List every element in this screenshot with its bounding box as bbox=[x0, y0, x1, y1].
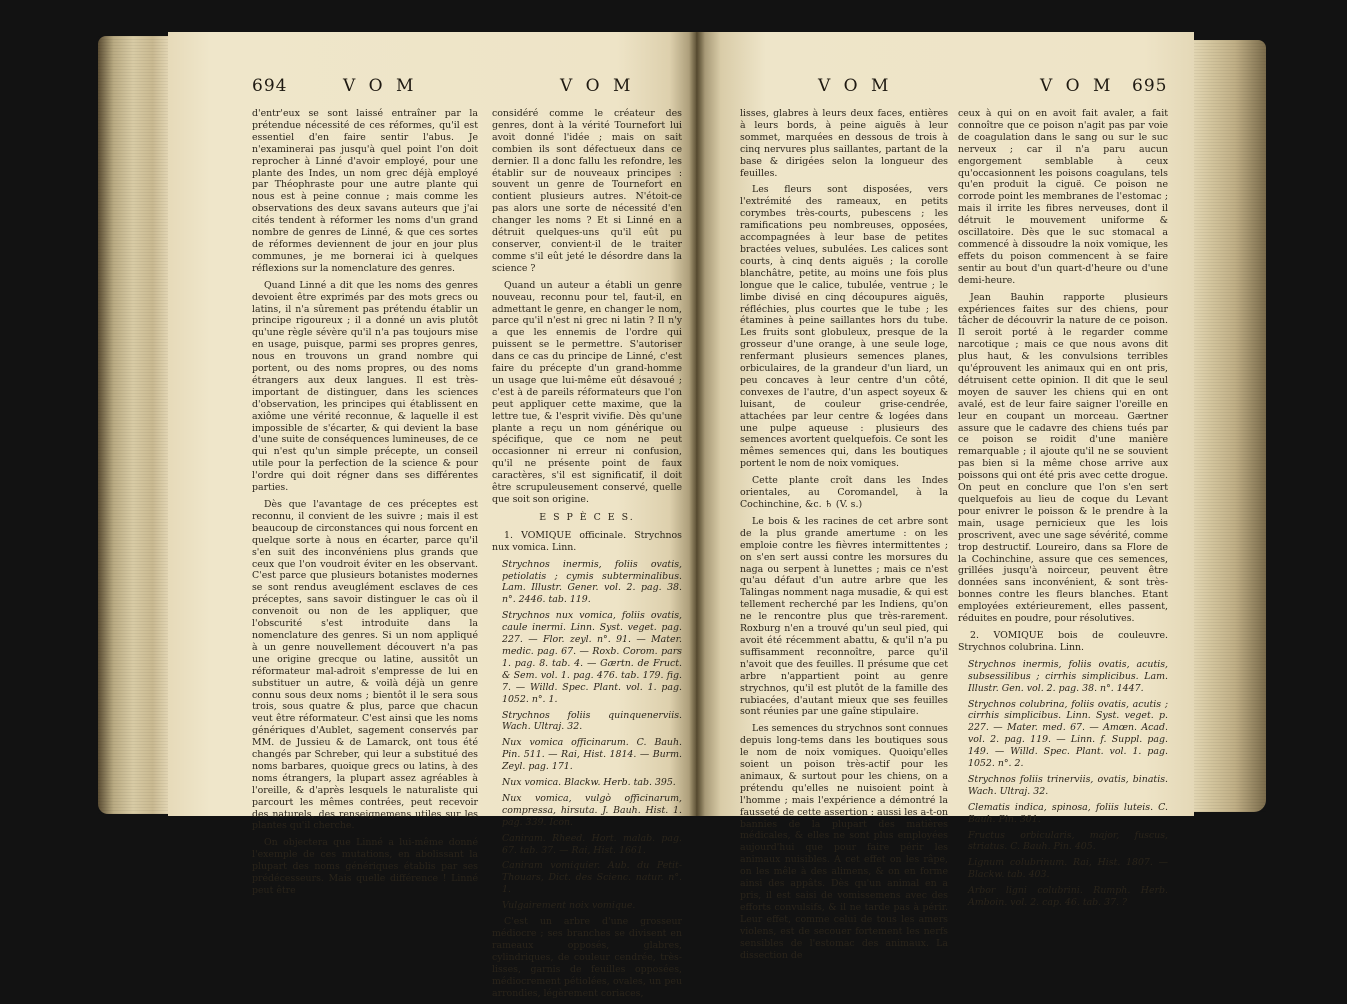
citation: Lignum colubrinum. Rai, Hist. 1807. — Blackw. tab. 403. bbox=[968, 857, 1168, 881]
left-page bbox=[168, 32, 696, 999]
citation: Strychnos inermis, foliis ovatis, acutis, subsessilibus ; cirrhis simplicibus. Lam. Illustr. Gen. vol. 2. pag. 38. n°. 1447. bbox=[968, 658, 1168, 694]
left-page-number: 694 bbox=[252, 76, 288, 96]
citation: Vulgairement noix vomique. bbox=[502, 900, 636, 912]
citation: Caniram vomiquier. Aub. du Petit-Thouars, Dict. des Scienc. natur. n°. 1. bbox=[502, 860, 682, 896]
section-heading: E S P È C E S. bbox=[539, 511, 635, 523]
citation: Arbor ligni colubrini. Rumph. Herb. Amboin. vol. 2. cap. 46. tab. 37. ? bbox=[968, 885, 1168, 909]
citation: Strychnos nux vomica, foliis ovatis, caule inermi. Linn. Syst. veget. pag. 227. — Flor. zeyl. n°. 91. — Mater. medic. pag. 67. — Roxb. Corom. pars 1. pag. 8. tab. 4. — Gærtn. de Fruct. & Sem. vol. 1. pag. 476. tab. 179. fig. 7. — Willd. Spec. Plant. vol. 1. pag. 1052. n°. 1. bbox=[502, 610, 682, 705]
species-entry: 1. VOMIQUE officinale. Strychnos nux vomica. Linn. bbox=[492, 529, 682, 553]
paragraph: Dès que l'avantage de ces préceptes est reconnu, il convient de les suivre ; mais il est beaucoup de circonstances qui nous forcent en quelque sorte à nous en écarter, parce qu'il s'en suit des inconvéniens plus grands que ceux que l'on voudroit éviter en les observant. C'est parce que plusieurs botanistes modernes se sont rendus aveuglément esclaves de ces préceptes, sans savoir distinguer le cas où il convenoit ou non de les appliquer, que l'obscurité s'est introduite dans la nomenclature des genres. Si un nom appliqué à un genre nouvellement découvert n'a pas une origine grecque ou latine, aussitôt un réformateur mal-adroit s'empresse de lui en substituer un autre, & voilà déjà un genre connu sous deux noms ; bientôt il le sera sous trois, sous quatre & plus, parce que chacun veut être réformateur. C'est ainsi que les noms génériques d'Aublet, sagement conservés par MM. de Jussieu & de Lamarck, ont tous été changés par Schreber, qui leur a substitué des noms barbares, quoique grecs ou latins, à des noms étrangers, la plupart assez agréables à l'oreille, & d'après lesquels le naturaliste qui parcourt les mêmes contrées, peut recevoir des naturels, des renseignemens utiles sur les plantes qu'il cherche. bbox=[252, 499, 478, 832]
left-column-1 bbox=[252, 108, 478, 902]
citation: Strychnos inermis, foliis ovatis, petiolatis ; cymis subterminalibus. Lam. Illustr. Gener. vol. 2. pag. 38. n°. 2446. tab. 119. bbox=[502, 558, 682, 606]
right-page-number: 695 bbox=[1132, 76, 1168, 96]
citation: Nux vomica, vulgò officinarum, compressa, hirsuta. J. Bauh. Hist. 1. pag. 339. Icon. bbox=[502, 792, 682, 828]
paragraph: lisses, glabres à leurs deux faces, entières à leurs bords, à peine aiguës à leur sommet, marquées en dessous de trois à cinq nervures plus saillantes, partant de la base & dirigées selon la longueur des feuilles. bbox=[740, 108, 948, 179]
citation: Strychnos foliis quinquenerviis. Wach. Ultraj. 32. bbox=[502, 709, 682, 733]
paragraph: Cette plante croît dans les Indes orientales, au Coromandel, à la Cochinchine, &c. ♄ (V. s.) bbox=[740, 475, 948, 510]
left-running-head-1: V O M bbox=[343, 76, 418, 96]
right-page bbox=[696, 32, 1194, 961]
left-column-2 bbox=[492, 108, 682, 1004]
left-running-head-2: V O M bbox=[560, 76, 635, 96]
paragraph: C'est un arbre d'une grosseur médiocre ; ses branches se divisent en rameaux opposés, glabres, cylindriques, de couleur cendrée, très-lisses, garnis de feuilles opposées, médiocrement pétiolées, ovales, un peu arrondies, légèrement coriaces, bbox=[492, 916, 682, 999]
paragraph: Le bois & les racines de cet arbre sont de la plus grande amertume : on les emploie contre les fièvres intermittentes ; on s'en sert aussi contre les morsures du naga ou serpent à lunettes ; mais ce n'est qu'au défaut d'un autre arbre que les Talingas nomment naga musadie, & qui est tellement recherché par les Indiens, qu'on ne le rencontre plus que très-rarement. Roxburg n'en a trouvé qu'un seul pied, qui avoit été récemment abattu, & qu'il n'a pu suffisamment reconnoître, parce qu'il n'avoit que des feuilles. Il présume que cet arbre n'appartient point au genre strychnos, qu'il est plutôt de la famille des rubiacées, d'autant mieux que ses feuilles sont réunies par une gaîne stipulaire. bbox=[740, 515, 948, 718]
paragraph: Quand Linné a dit que les noms des genres devoient être exprimés par des mots grecs ou latins, il n'a sûrement pas prétendu établir un principe rigoureux ; il a donné un avis plutôt qu'une règle sévère qu'il n'a pas toujours mise en usage, puisque, parmi ses propres genres, nous en trouvons un grand nombre qui portent, ou des noms propres, ou des noms étrangers aux deux langues. Il est très-important de distinguer, dans les sciences d'observation, les principes qui établissent en axiôme une vérité reconnue, & laquelle il est impossible de s'écarter, & qui devient la base d'une suite de conséquences lumineuses, de ce qui n'est qu'un simple précepte, un conseil utile pour la perfection de la science & pour l'ordre qui doit régner dans ses différentes parties. bbox=[252, 279, 478, 494]
paragraph: Jean Bauhin rapporte plusieurs expériences faites sur des chiens, pour tâcher de découvrir la nature de ce poison. Il seroit porté à le regarder comme narcotique ; mais ce que nous avons dit plus haut, & les convulsions terribles qu'éprouvent les animaux qui en ont pris, détruisent cette opinion. Il dit que le seul moyen de sauver les chiens qui en ont avalé, est de leur faire saigner l'oreille en leur en coupant un morceau. Gærtner assure que le cadavre des chiens tués par ce poison se roidit d'une manière remarquable ; il ajoute qu'il ne se souvient pas bien si la même chose arrive aux poissons qui ont été pris avec cette drogue. On peut en conclure que l'on s'en sert quelquefois au lieu de coque du Levant pour enivrer le poisson & le prendre à la main, usage pernicieux que les lois proscrivent, avec une sage sévérité, comme trop destructif. Loureiro, dans sa Flore de la Cochinchine, assure que ces semences, grillées jusqu'à noirceur, peuvent être données sans inconvénient, & sont très-bonnes contre les fleurs blanches. Etant employées extérieurement, elles passent, réduites en poudre, pour résolutives. bbox=[958, 291, 1168, 625]
citation: Clematis indica, spinosa, foliis luteis. C. Bauh. Pin. 301. bbox=[968, 801, 1168, 825]
citation: Caniram. Rheed. Hort. malab. pag. 67. tab. 37. — Rai, Hist. 1661. bbox=[502, 832, 682, 856]
right-running-head-2: V O M bbox=[1040, 76, 1115, 96]
citation: Strychnos foliis trinerviis, ovatis, binatis. Wach. Ultraj. 32. bbox=[968, 773, 1168, 797]
citation: Nux vomica officinarum. C. Bauh. Pin. 511. — Rai, Hist. 1814. — Burm. Zeyl. pag. 171. bbox=[502, 737, 682, 773]
paragraph: considéré comme le créateur des genres, dont à la vérité Tournefort lui avoit donné l'idée ; mais on sait combien ils sont défectueux dans ce dernier. Il a donc fallu les refondre, les établir sur de nouveaux principes : souvent un genre de Tournefort en contient plusieurs autres. N'étoit-ce pas alors une sorte de nécessité d'en changer les noms ? Et si Linné en a détruit quelques-uns qu'il eût pu conserver, convient-il de le traiter comme s'il eût jeté le désordre dans la science ? bbox=[492, 108, 682, 274]
paragraph: Les fleurs sont disposées, vers l'extrémité des rameaux, en petits corymbes très-courts, pubescens ; les ramifications peu nombreuses, opposées, accompagnées à leur base de petites bractées velues, subulées. Les calices sont courts, à cinq dents aiguës ; la corolle blanchâtre, petite, au moins une fois plus longue que le calice, tubulée, ventrue ; le limbe divisé en cinq découpures aiguës, réfléchies, plus courtes que le tube ; les étamines à peine saillantes hors du tube. Les fruits sont globuleux, presque de la grosseur d'une orange, à une seule loge, renfermant plusieurs semences planes, orbiculaires, de la grandeur d'un liard, un peu concaves à leur centre d'un côté, convexes de l'autre, d'un aspect soyeux & luisant, de couleur grise-cendrée, attachées par leur centre & logées dans une pulpe aqueuse : plusieurs des semences avortent quelquefois. Ce sont les mêmes semences qui, dans les boutiques portent le nom de noix vomiques. bbox=[740, 184, 948, 470]
paragraph: On objectera que Linné a lui-même donné l'exemple de ces mutations, en abolissant la plupart des noms génériques établis par ses prédécesseurs. Mais quelle différence ! Linné peut être bbox=[252, 837, 478, 896]
paragraph: ceux à qui on en avoit fait avaler, a fait connoître que ce poison n'agit pas par voie de coagulation dans le sang ou sur le suc nerveux ; car il n'a paru aucun engorgement semblable à ceux qu'occasionnent les poisons coagulans, tels qu'en produit la ciguë. Ce poison ne corrode point les membranes de l'estomac ; mais il irrite les fibres nerveuses, dont il détruit le mouvement uniforme & oscillatoire. Dès que le suc stomacal a commencé à dissoudre la noix vomique, les effets du poison commencent à se faire sentir au bout d'un quart-d'heure ou d'une demi-heure. bbox=[958, 108, 1168, 286]
paragraph: d'entr'eux se sont laissé entraîner par la prétendue nécessité de ces réformes, qu'il est essentiel d'en faire sentir l'abus. Je n'examinerai pas jusqu'à quel point l'on doit reprocher à Linné d'avoir employé, pour une plante des Indes, un nom grec déjà employé par Théophraste pour une autre plante qui nous est à peine connue ; mais comme les observations des deux savans auteurs que j'ai cités tendent à réformer les noms d'un grand nombre de genres de Linné, & que ces sortes de réformes deviennent de jour en jour plus communes, je me bornerai ici à quelques réflexions sur la nomenclature des genres. bbox=[252, 108, 478, 274]
paragraph: Les semences du strychnos sont connues depuis long-tems dans les boutiques sous le nom de noix vomiques. Quoiqu'elles soient un poison très-actif pour les animaux, & surtout pour les chiens, on a prétendu qu'elles ne nuisoient point à l'homme ; mais l'expérience a démontré la fausseté de cette assertion : aussi les a-t-on bannies de la plupart des matières médicales, & elles ne sont plus employées aujourd'hui que pour faire périr les animaux nuisibles. A cet effet on les râpe, on les mêle à des alimens, & on en forme ainsi des appâts. Dès qu'un animal en a pris, il est saisi de vomissemens avec des efforts convulsifs, & il ne tarde pas à périr. Leur effet, comme celui de tous les amers violens, est de secouer fortement les nerfs sensibles de l'estomac des animaux. La dissection de bbox=[740, 723, 948, 961]
species-entry: 2. VOMIQUE bois de couleuvre. Strychnos colubrina. Linn. bbox=[958, 629, 1168, 653]
right-column-2 bbox=[958, 108, 1168, 913]
book-gutter bbox=[689, 32, 705, 816]
left-page-edges bbox=[98, 36, 176, 814]
paragraph: Quand un auteur a établi un genre nouveau, reconnu pour tel, faut-il, en admettant le genre, en changer le nom, parce qu'il n'est ni grec ni latin ? Il n'y a que les ennemis de l'ordre qui puissent se le permettre. S'autoriser dans ce cas du principe de Linné, c'est faire du précepte d'un grand-homme un usage que lui-même eût désavoué ; c'est à de pareils réformateurs que l'on peut appliquer cette maxime, que la lettre tue, & l'esprit vivifie. Dès qu'une plante a reçu un nom générique ou spécifique, que ce nom ne peut occasionner ni erreur ni confusion, qu'il ne présente point de faux caractères, s'il est significatif, il doit être scrupuleusement conservé, quelle que soit son origine. bbox=[492, 279, 682, 505]
citation: Nux vomica. Blackw. Herb. tab. 395. bbox=[502, 777, 676, 789]
right-running-head-1: V O M bbox=[818, 76, 893, 96]
citation: Fructus orbicularis, major, fuscus, striatus. C. Bauh. Pin. 405. bbox=[968, 829, 1168, 853]
right-column-1 bbox=[740, 108, 948, 966]
citation: Strychnos colubrina, foliis ovatis, acutis ; cirrhis simplicibus. Linn. Syst. veget. p. 227. — Mater. med. 67. — Amœn. Acad. vol. 2. pag. 119. — Linn. f. Suppl. pag. 149. — Willd. Spec. Plant. vol. 1. pag. 1052. n°. 2. bbox=[968, 698, 1168, 770]
